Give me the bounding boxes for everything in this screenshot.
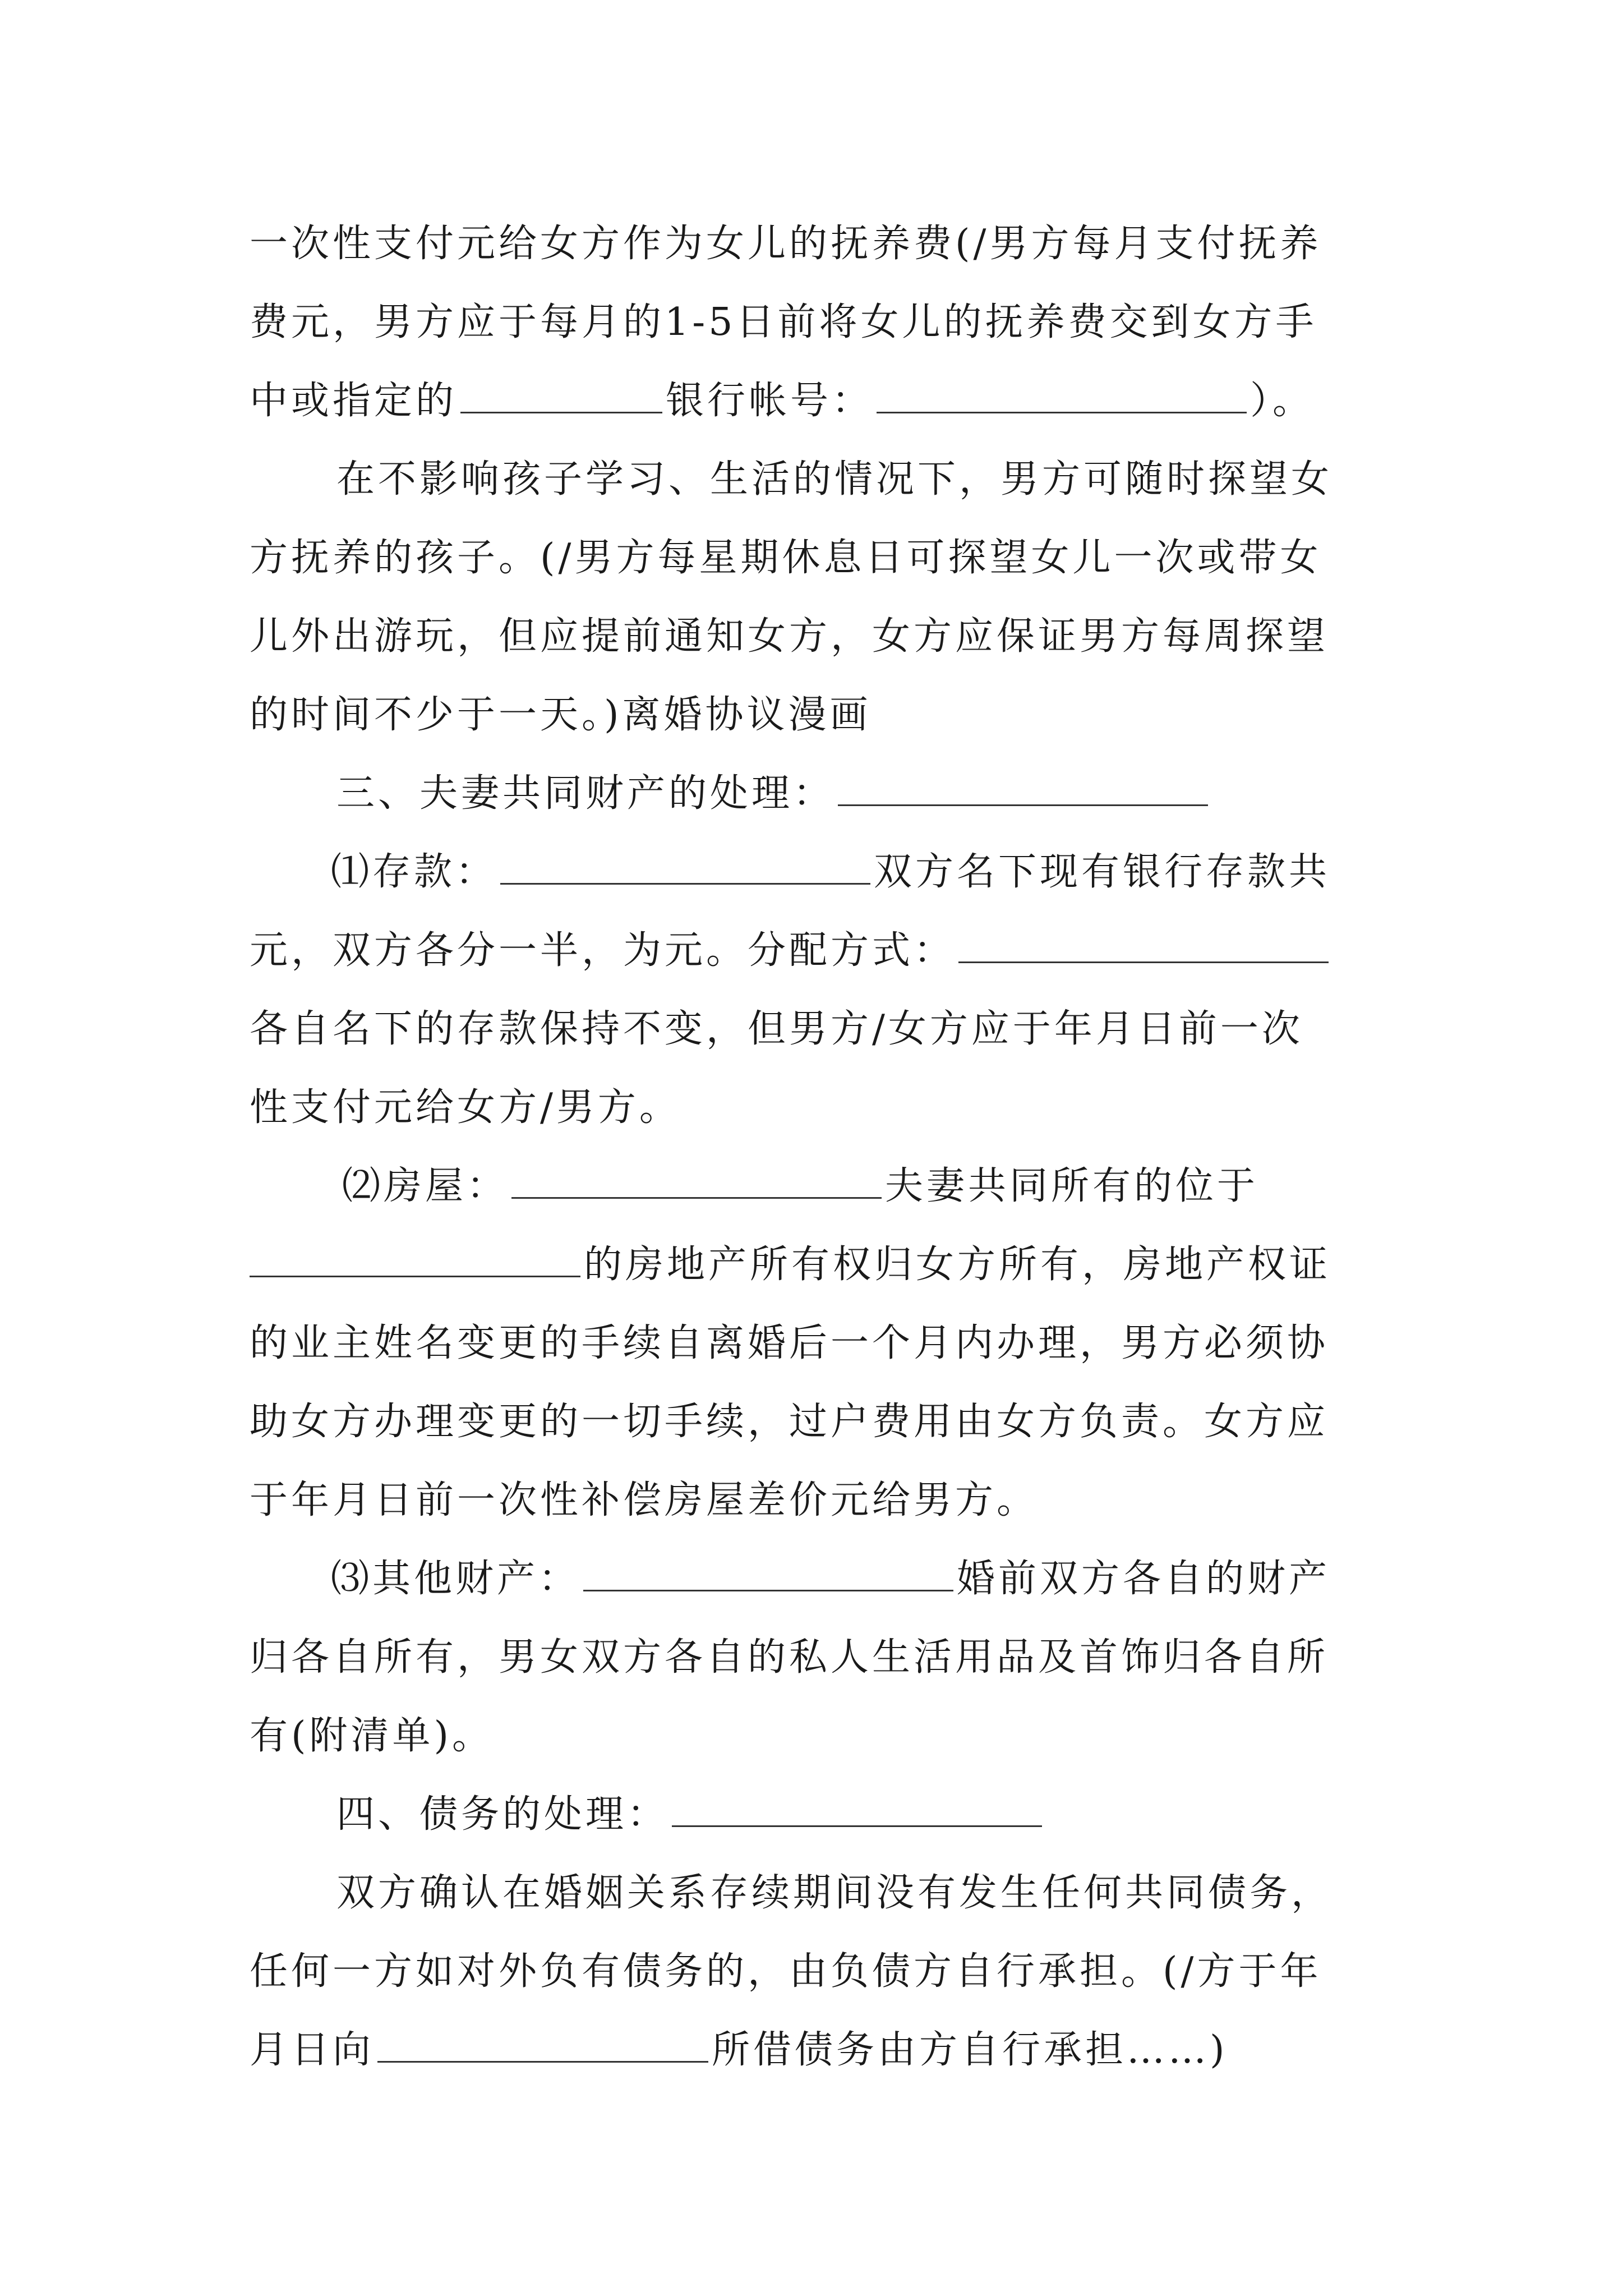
text-line xyxy=(342,1161,1258,1212)
line-text: ⑶其他财产： xyxy=(331,1557,580,1601)
text-line xyxy=(336,454,1332,505)
text-line xyxy=(250,1083,681,1133)
line-text: ⑴存款： xyxy=(331,850,497,894)
fill-in-blank xyxy=(672,1792,1042,1827)
text-line xyxy=(250,1632,1329,1683)
text-line xyxy=(250,611,1329,662)
text-line xyxy=(250,219,1321,269)
line-text: 于年月日前一次性补偿房屋差价元给男方。 xyxy=(250,1478,1039,1522)
line-text: 助女方办理变更的一切手续，过户费用由女方负责。女方应 xyxy=(250,1400,1329,1444)
fill-in-blank xyxy=(958,928,1329,963)
line-text: 的业主姓名变更的手续自离婚后一个月内办理，男方必须协 xyxy=(250,1321,1329,1365)
line-text: 的房地产所有权归女方所有，房地产权证 xyxy=(584,1243,1331,1287)
text-line xyxy=(250,690,872,740)
text-line xyxy=(250,1475,1038,1526)
fill-in-blank xyxy=(377,2027,708,2063)
text-line xyxy=(250,2025,1228,2076)
text-line xyxy=(250,1397,1329,1447)
fill-in-blank xyxy=(511,1163,882,1199)
text-line xyxy=(250,1947,1321,1997)
line-text: 双方确认在婚姻关系存续期间没有发生任何共同债务， xyxy=(336,1871,1333,1915)
line-text: 的时间不少于一天。)离婚协议漫画 xyxy=(250,693,872,737)
section-heading-property xyxy=(336,769,1211,819)
line-text: 有(附清单)。 xyxy=(250,1714,494,1758)
line-text: ⑵房屋： xyxy=(342,1164,509,1208)
line-text: 元，双方各分一半，为元。分配方式： xyxy=(250,928,956,973)
line-text: 月日向 xyxy=(250,2028,375,2072)
line-text: 儿外出游玩，但应提前通知女方，女方应保证男方每周探望 xyxy=(250,614,1329,659)
line-text: 在不影响孩子学习、生活的情况下，男方可随时探望女 xyxy=(336,457,1333,501)
line-text: 费元，男方应于每月的1-5日前将女儿的抚养费交到女方手 xyxy=(250,300,1317,344)
line-text: 各自名下的存款保持不变，但男方/女方应于年月日前一次 xyxy=(250,1007,1303,1051)
line-text: 三、夫妻共同财产的处理： xyxy=(336,771,835,816)
line-text: 所借债务由方自行承担……) xyxy=(712,2028,1228,2072)
fill-in-blank-account xyxy=(877,378,1247,413)
text-line xyxy=(336,1868,1332,1918)
line-text: 四、债务的处理： xyxy=(336,1792,669,1837)
text-line xyxy=(250,926,1332,976)
line-text: 银行帐号： xyxy=(666,379,874,423)
fill-in-blank-bank xyxy=(460,378,662,413)
line-text: 性支付元给女方/男方。 xyxy=(250,1085,681,1130)
line-text: 方抚养的孩子。(/男方每星期休息日可探望女儿一次或带女 xyxy=(250,536,1322,580)
text-line xyxy=(331,1554,1330,1604)
text-line xyxy=(250,1318,1329,1369)
fill-in-blank xyxy=(250,1242,580,1277)
line-text: 归各自所有，男女双方各自的私人生活用品及首饰归各自所 xyxy=(250,1635,1329,1680)
line-text: 任何一方如对外负有债务的，由负债方自行承担。(/方于年 xyxy=(250,1949,1322,1994)
line-text: ）。 xyxy=(1250,379,1315,423)
fill-in-blank xyxy=(838,771,1208,806)
line-text: 双方名下现有银行存款共 xyxy=(874,850,1331,894)
text-line xyxy=(250,1240,1331,1290)
line-text: 夫妻共同所有的位于 xyxy=(885,1164,1259,1208)
fill-in-blank xyxy=(500,849,870,885)
text-line xyxy=(250,533,1321,583)
line-text: 婚前双方各自的财产 xyxy=(957,1557,1331,1601)
line-text: 一次性支付元给女方作为女儿的抚养费(/男方每月支付抚养 xyxy=(250,222,1322,266)
text-line xyxy=(250,297,1317,348)
line-text: 中或指定的 xyxy=(250,379,458,423)
fill-in-blank xyxy=(583,1556,953,1591)
text-line xyxy=(250,1711,494,1761)
text-line xyxy=(250,376,1314,426)
section-heading-debt xyxy=(336,1789,1045,1840)
text-line xyxy=(250,1004,1303,1055)
text-line xyxy=(331,847,1330,898)
